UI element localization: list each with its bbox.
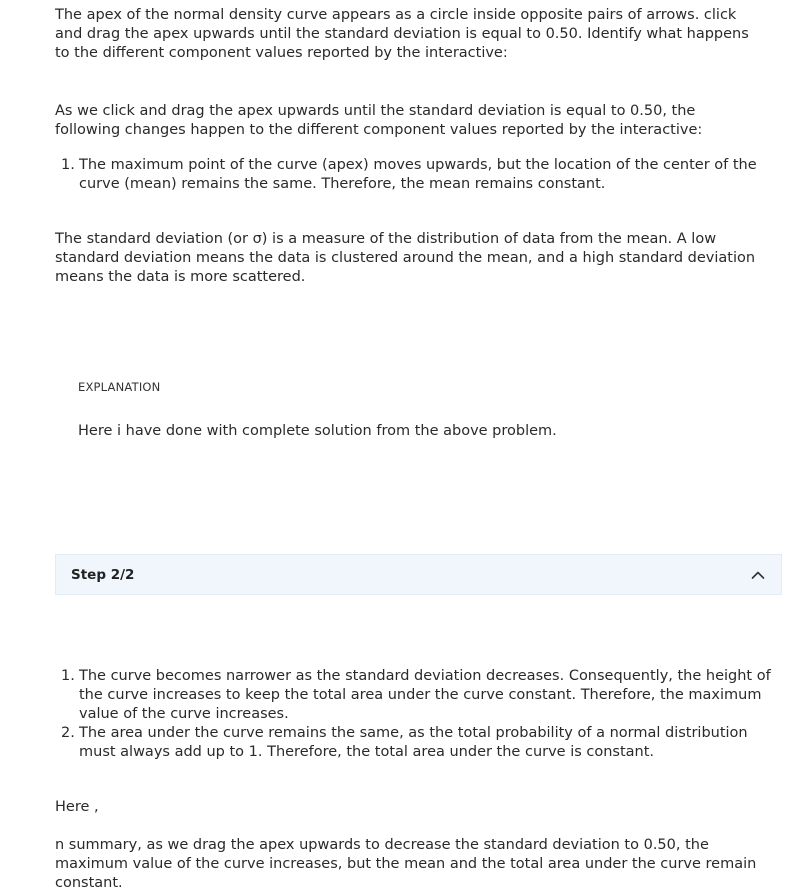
step-list [55,667,779,762]
list-item-number: 1. [61,157,75,173]
list-item-text: The maximum point of the curve (apex) moves upwards, but the location of the center of the curve (mean) remains the same. Therefore, the mean remains constant. [79,157,757,192]
standard-deviation-definition: The standard deviation (or σ) is a measure of the distribution of data from the mean. A low standard deviation means the data is clustered around the mean, and a high standard deviation means the data is more scattered. [55,231,756,285]
step-header[interactable] [55,554,782,595]
question-text: The apex of the normal density curve appears as a circle inside opposite pairs of arrows. click and drag the apex upwards until the standard deviation is equal to 0.50. Identify what happens to the different component values reported by the interactive: [55,7,749,61]
list-item-text: The curve becomes narrower as the standard deviation decreases. Consequently, the height of the curve increases to keep the total area under the curve constant. Therefore, the maximum value of the curve increases. [79,668,771,722]
list-item-text: The area under the curve remains the same, as the total probability of a normal distribution must always add up to 1. Therefore, the total area under the curve is constant. [79,725,748,760]
explanation-text: Here i have done with complete solution from the above problem. [78,423,557,439]
summary-text: n summary, as we drag the apex upwards to decrease the standard deviation to 0.50, the maximum value of the curve increases, but the mean and the total area under the curve remain constant. [55,837,757,891]
answer-list [55,156,779,194]
list-item [55,156,779,194]
list-item [55,724,779,762]
list-item-number: 2. [61,725,75,741]
chevron-up-icon[interactable] [749,566,767,584]
here-label: Here , [55,799,99,815]
list-item [55,667,779,724]
explanation-label: EXPLANATION [78,380,161,394]
answer-intro: As we click and drag the apex upwards until the standard deviation is equal to 0.50, the following changes happen to the different component values reported by the interactive: [55,103,703,138]
list-item-number: 1. [61,668,75,684]
step-title: Step 2/2 [71,567,135,583]
